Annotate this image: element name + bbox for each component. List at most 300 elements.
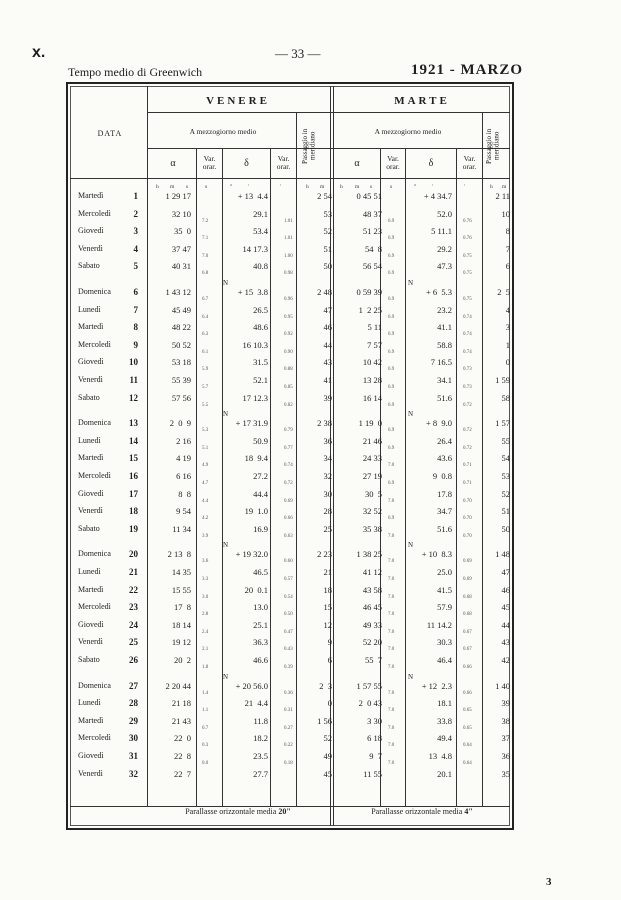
cell-vra: 48 22 <box>171 322 191 333</box>
table-row <box>70 433 510 449</box>
cell-num: 11 <box>129 375 138 385</box>
cell-mdec: 41.5 <box>437 584 452 595</box>
cell-vmer: 28 <box>323 506 332 517</box>
cell-vvra: 5.1 <box>202 445 209 451</box>
cell-vvdec: 0.69 <box>284 498 293 504</box>
cell-vmer: 47 <box>323 304 332 315</box>
cell-vvra: 5.3 <box>202 428 209 434</box>
unit-m: m <box>355 184 360 190</box>
cell-vvdec: 0.79 <box>284 428 293 434</box>
cell-vsign: N <box>223 410 229 419</box>
marte-parallax-value: 4" <box>464 807 473 816</box>
cell-mvra: 7.0 <box>388 761 395 766</box>
cell-vra: 22 8 <box>174 751 191 761</box>
cell-vvdec: 0.96 <box>284 297 293 302</box>
cell-vvdec: 1.01 <box>284 218 293 224</box>
cell-vmer: 21 <box>323 567 332 577</box>
cell-vsign: N <box>223 541 229 550</box>
cell-vra: 50 52 <box>171 339 191 350</box>
cell-vmer: 15 <box>323 602 332 613</box>
cell-vmer: 25 <box>323 523 332 534</box>
cell-num: 23 <box>129 602 138 613</box>
cell-mmer: 1 59 <box>495 375 510 385</box>
cell-vdec: 27.7 <box>253 768 268 779</box>
cell-vvra: 2.1 <box>202 647 209 653</box>
cell-vvdec: 0.90 <box>284 349 293 355</box>
cell-vra: 55 39 <box>171 375 191 385</box>
cell-mvra: 6.9 <box>388 314 395 320</box>
cell-vvdec: 0.88 <box>284 367 293 373</box>
cell-mmer: 51 <box>501 506 510 517</box>
cell-num: 19 <box>129 523 138 534</box>
cell-vvdec: 0.95 <box>284 314 293 320</box>
cell-num: 26 <box>129 655 138 665</box>
cell-mvdec: 0.67 <box>463 647 472 653</box>
cell-vra: 4 19 <box>176 453 191 464</box>
cell-vmer: 18 <box>323 584 332 595</box>
cell-vra: 21 43 <box>171 715 191 726</box>
cell-mvdec: 0.71 <box>463 463 472 469</box>
venere-meridian-header: Passaggio in meridiano <box>301 128 317 164</box>
cell-mvra: 6.9 <box>388 349 395 355</box>
venere-noon-header: A mezzogiorno medio <box>189 127 257 136</box>
cell-vmer: 45 <box>323 768 332 779</box>
cell-vmer: 32 <box>323 471 332 481</box>
cell-mmer: 1 48 <box>495 549 510 560</box>
cell-vvra: 1.4 <box>202 690 209 696</box>
cell-num: 1 <box>133 191 138 201</box>
cell-mmer: 39 <box>501 698 510 709</box>
table-row <box>70 337 510 353</box>
cell-vdec: 46.6 <box>253 655 268 665</box>
cell-mdec: 13 4.8 <box>428 751 452 761</box>
cell-vdec: + 13 4.4 <box>237 191 268 201</box>
cell-vmer: 30 <box>323 488 332 499</box>
cell-mra: 41 12 <box>362 567 382 577</box>
cell-mvra: 6.9 <box>388 428 395 434</box>
cell-vra: 1 43 12 <box>165 287 191 297</box>
cell-num: 32 <box>129 768 138 779</box>
venere-delta-header: δ <box>244 158 249 169</box>
cell-mmer: 54 <box>501 453 510 464</box>
cell-day: Mercoledì <box>78 602 111 612</box>
cell-mdec: 11 14.2 <box>426 619 452 630</box>
venere-var-ra-header: Var. orar. <box>202 154 217 172</box>
cell-vdec: 46.5 <box>253 567 268 577</box>
table-row <box>70 372 510 388</box>
cell-msign: N <box>408 672 414 681</box>
table-row <box>70 188 510 204</box>
cell-vvra: 0.7 <box>202 725 209 731</box>
cell-mvra: 7.0 <box>388 647 395 653</box>
cell-num: 8 <box>133 322 138 333</box>
table-row <box>70 319 510 338</box>
cell-mmer: 8 <box>505 226 510 237</box>
cell-mmer: 52 <box>501 488 510 499</box>
cell-vmer: 39 <box>323 392 332 403</box>
table-row <box>70 672 510 696</box>
cell-mvra: 6.9 <box>388 402 395 408</box>
cell-mvra: 6.9 <box>388 445 395 451</box>
marte-delta-header: δ <box>428 158 434 169</box>
cell-mra: 48 37 <box>362 208 382 219</box>
cell-mmer: 1 57 <box>495 418 510 429</box>
cell-day: Venerdì <box>78 375 103 384</box>
cell-vvra: 4.2 <box>202 516 209 522</box>
cell-num: 14 <box>129 435 138 446</box>
table-row <box>70 695 510 714</box>
cell-mdec: + 4 34.7 <box>423 191 452 201</box>
cell-vdec: 29.1 <box>253 208 268 219</box>
cell-day: Martedì <box>78 584 104 594</box>
cell-mvdec: 0.70 <box>463 533 472 539</box>
cell-vvdec: 1.01 <box>284 236 293 242</box>
cell-mmer: 58 <box>501 392 510 403</box>
unit-s: s <box>186 184 189 190</box>
marte-var-ra-header: Var. orar. <box>386 154 400 172</box>
cell-mvra: 6.9 <box>388 367 395 373</box>
cell-num: 28 <box>129 698 138 709</box>
table-row <box>70 241 510 257</box>
cell-mvdec: 0.76 <box>463 218 472 224</box>
cell-mdec: + 10 8.3 <box>421 549 452 560</box>
cell-vra: 53 18 <box>171 357 191 368</box>
cell-mra: 16 14 <box>362 392 382 403</box>
cell-vvdec: 0.27 <box>284 725 293 731</box>
cell-vra: 1 29 17 <box>165 191 191 201</box>
cell-mvra: 7.0 <box>388 533 395 539</box>
table-row <box>70 279 510 302</box>
unit-m: m <box>170 184 175 190</box>
cell-vdec: 16.9 <box>253 523 268 534</box>
cell-day: Martedì <box>78 453 104 463</box>
cell-vdec: 13.0 <box>253 602 268 613</box>
cell-vmer: 52 <box>323 226 332 237</box>
cell-mvdec: 0.69 <box>463 577 472 582</box>
cell-mra: 0 45 51 <box>356 191 382 201</box>
cell-mvdec: 0.72 <box>463 445 472 451</box>
cell-mvra: 7.0 <box>388 559 395 565</box>
cell-mdec: 25.0 <box>437 567 452 577</box>
cell-vvra: 7.0 <box>202 253 209 259</box>
cell-mvdec: 0.65 <box>463 708 472 714</box>
cell-vvra: 4.9 <box>202 463 209 469</box>
cell-mmer: 53 <box>501 471 510 481</box>
unit-min: ' <box>464 184 465 190</box>
cell-mvdec: 0.70 <box>463 516 472 522</box>
cell-num: 6 <box>133 287 138 297</box>
cell-num: 21 <box>129 567 138 577</box>
cell-num: 12 <box>129 392 138 403</box>
cell-vmer: 44 <box>323 339 332 350</box>
cell-mdec: 58.8 <box>437 339 452 350</box>
cell-mvdec: 0.66 <box>463 665 472 670</box>
cell-mvdec: 0.68 <box>463 612 472 618</box>
cell-num: 2 <box>133 208 138 219</box>
cell-mdec: 51.6 <box>437 392 452 403</box>
unit-min: ' <box>280 184 281 190</box>
cell-vvra: 7.1 <box>202 236 209 242</box>
cell-mdec: 34.7 <box>437 506 452 517</box>
cell-num: 13 <box>129 418 138 429</box>
cell-vdec: + 17 31.9 <box>235 418 268 429</box>
unit-deg: ° <box>230 184 233 190</box>
cell-mvra: 6.9 <box>388 516 395 522</box>
cell-mvra: 6.9 <box>388 297 395 302</box>
cell-vmer: 2 3 <box>319 680 332 691</box>
cell-vmer: 0 <box>327 698 332 709</box>
data-header: DATA <box>97 129 123 138</box>
cell-vmer: 2 48 <box>317 287 332 297</box>
cell-mdec: 30.3 <box>437 637 452 648</box>
cell-vra: 37 47 <box>171 243 191 254</box>
cell-mmer: 50 <box>501 523 510 534</box>
cell-vvra: 2.8 <box>202 612 209 618</box>
cell-mra: 51 23 <box>362 226 382 237</box>
cell-vra: 22 7 <box>174 768 191 779</box>
cell-mvdec: 0.71 <box>463 481 472 486</box>
cell-vmer: 2 54 <box>317 191 332 201</box>
cell-mvdec: 0.70 <box>463 498 472 504</box>
cell-mra: 13 28 <box>362 375 382 385</box>
cell-vra: 8 8 <box>178 488 191 499</box>
cell-vvdec: 0.92 <box>284 332 293 338</box>
unit-h: h <box>490 184 493 190</box>
cell-vvra: 5.7 <box>202 385 209 390</box>
cell-vra: 15 55 <box>171 584 191 595</box>
cell-vvra: 2.4 <box>202 629 209 635</box>
cell-mvra: 6.9 <box>388 332 395 338</box>
cell-mmer: 46 <box>501 584 510 595</box>
cell-num: 27 <box>129 680 138 691</box>
cell-mmer: 3 <box>505 322 510 333</box>
cell-vdec: + 20 56.0 <box>235 680 268 691</box>
cell-mvdec: 0.75 <box>463 253 472 259</box>
cell-num: 3 <box>133 226 138 237</box>
cell-vmer: 43 <box>323 357 332 368</box>
cell-mdec: 41.1 <box>437 322 452 333</box>
cell-vvdec: 0.36 <box>284 690 293 696</box>
marte-noon-header: A mezzogiorno medio <box>374 127 442 136</box>
cell-vvra: 6.4 <box>202 314 209 320</box>
cell-vdec: 18.2 <box>253 733 268 744</box>
cell-mvdec: 0.74 <box>463 314 472 320</box>
cell-vra: 57 56 <box>171 392 191 403</box>
cell-day: Mercoledì <box>78 208 111 218</box>
cell-mra: 6 18 <box>367 733 382 744</box>
cell-day: Domenica <box>78 418 111 428</box>
marte-var-dec-header: Var. orar. <box>462 154 477 172</box>
cell-day: Venerdì <box>78 637 103 647</box>
cell-mra: 24 33 <box>362 453 382 464</box>
unit-s: s <box>370 184 373 190</box>
cell-mra: 3 30 <box>367 715 382 726</box>
cell-mra: 30 5 <box>365 488 382 499</box>
cell-vvra: 6.3 <box>202 332 209 338</box>
cell-mra: 52 20 <box>362 637 382 648</box>
cell-mvdec: 0.73 <box>463 385 472 390</box>
page-title: 1921 - MARZO <box>411 62 523 78</box>
table-row <box>70 766 510 782</box>
cell-mvra: 6.9 <box>388 253 395 259</box>
cell-mdec: 34.1 <box>437 375 452 385</box>
marte-parallax-label: Parallasse orizzontale media <box>371 807 463 816</box>
cell-mmer: 1 <box>505 339 510 350</box>
cell-mdec: 51.6 <box>437 523 452 534</box>
cell-vvra: 3.3 <box>202 577 209 582</box>
cell-mvra: 7.0 <box>388 463 395 469</box>
cell-vvra: 5.9 <box>202 367 209 373</box>
cell-vvdec: 0.18 <box>284 761 293 766</box>
cell-vra: 6 16 <box>176 471 191 481</box>
cell-vvra: 3.6 <box>202 559 209 565</box>
cell-mvdec: 0.75 <box>463 297 472 302</box>
unit-m: m <box>502 184 507 190</box>
cell-mdec: 43.6 <box>437 453 452 464</box>
cell-vmer: 2 23 <box>317 549 332 560</box>
page-number: — 33 — <box>275 46 321 61</box>
venere-alpha-header: α <box>170 158 176 169</box>
table-row <box>70 617 510 633</box>
cell-vvdec: 0.82 <box>284 402 293 408</box>
cell-msign: N <box>408 410 414 419</box>
unit-m: m <box>320 184 325 190</box>
cell-vdec: 50.9 <box>253 435 268 446</box>
cell-vra: 32 10 <box>171 208 191 219</box>
cell-vra: 11 34 <box>172 523 191 534</box>
cell-vvdec: 0.31 <box>284 708 293 714</box>
cell-mra: 43 58 <box>362 584 382 595</box>
unit-h: h <box>340 184 343 190</box>
cell-mvra: 7.0 <box>388 577 395 582</box>
cell-day: Venerdì <box>78 506 103 516</box>
cell-vra: 2 16 <box>176 435 191 446</box>
cell-mra: 21 46 <box>362 435 382 446</box>
marte-parallax <box>332 807 512 816</box>
cell-mra: 1 2 25 <box>358 304 382 315</box>
cell-num: 10 <box>129 357 138 368</box>
cell-vmer: 1 56 <box>317 715 332 726</box>
cell-num: 31 <box>129 751 138 761</box>
cell-vdec: + 19 32.0 <box>235 549 268 560</box>
cell-day: Giovedì <box>78 357 104 367</box>
cell-mvra: 7.0 <box>388 725 395 731</box>
unit-s: s <box>390 184 393 190</box>
cell-vdec: 17 12.3 <box>242 392 268 403</box>
cell-vra: 35 0 <box>174 226 191 237</box>
cell-mra: 54 8 <box>365 243 382 254</box>
table-row <box>70 258 510 277</box>
cell-mvdec: 0.68 <box>463 594 472 600</box>
cell-num: 20 <box>129 549 138 560</box>
cell-vvdec: 0.22 <box>284 743 293 749</box>
table-row <box>70 541 510 565</box>
cell-mmer: 55 <box>501 435 510 446</box>
cell-num: 22 <box>129 584 138 595</box>
cell-vmer: 50 <box>323 261 332 272</box>
cell-day: Giovedì <box>78 226 104 236</box>
cell-vdec: 52.1 <box>253 375 268 385</box>
cell-mvra: 7.0 <box>388 708 395 714</box>
cell-vvra: 7.2 <box>202 218 209 224</box>
cell-vra: 45 49 <box>171 304 191 315</box>
cell-mvra: 7.0 <box>388 690 395 696</box>
cell-mra: 9 7 <box>369 751 382 761</box>
venere-parallax-value: 20" <box>278 807 291 816</box>
cell-vmer: 9 <box>327 637 332 648</box>
cell-vvra: 6.7 <box>202 297 209 302</box>
venere-header: VENERE <box>206 95 270 107</box>
cell-mvra: 6.9 <box>388 385 395 390</box>
cell-vdec: 20 0.1 <box>244 584 268 595</box>
cell-mdec: + 12 2.3 <box>421 680 452 691</box>
cell-vmer: 53 <box>323 208 332 219</box>
cell-mvdec: 0.64 <box>463 761 472 766</box>
header-rule-1 <box>147 112 510 113</box>
cell-vvdec: 0.98 <box>284 271 293 277</box>
cell-vdec: 48.6 <box>253 322 268 333</box>
cell-mmer: 45 <box>501 602 510 613</box>
cell-mdec: 29.2 <box>437 243 452 254</box>
cell-vmer: 46 <box>323 322 332 333</box>
cell-mmer: 2 5 <box>497 287 510 297</box>
cell-day: Giovedì <box>78 751 104 760</box>
unit-deg: ° <box>414 184 417 190</box>
cell-mvra: 7.0 <box>388 498 395 504</box>
cell-vdec: 19 1.0 <box>244 506 268 517</box>
cell-vmer: 6 <box>327 655 332 665</box>
table-row <box>70 468 510 484</box>
cell-mra: 56 54 <box>362 261 382 272</box>
cell-mra: 46 45 <box>362 602 382 613</box>
table-row <box>70 652 510 668</box>
cell-mvra: 7.0 <box>388 612 395 618</box>
cell-mvra: 6.9 <box>388 236 395 242</box>
cell-mdec: + 8 9.0 <box>425 418 452 429</box>
cell-vra: 2 20 44 <box>165 680 191 691</box>
table-row <box>70 634 510 653</box>
venere-var-dec-header: Var. orar. <box>276 154 291 172</box>
table-row <box>70 390 510 406</box>
cell-mdec: 52.0 <box>437 208 452 219</box>
cell-mvra: 7.0 <box>388 594 395 600</box>
cell-day: Domenica <box>78 680 111 690</box>
cell-mdec: 9 0.8 <box>432 471 452 481</box>
cell-mvra: 6.9 <box>388 218 395 224</box>
cell-num: 9 <box>133 339 138 350</box>
table-row <box>70 713 510 729</box>
marte-meridian-header: Passaggio in meridiano <box>485 128 501 164</box>
cell-mra: 27 19 <box>362 471 382 481</box>
cell-vra: 18 14 <box>171 619 191 630</box>
cell-day: Martedì <box>78 191 104 200</box>
unit-h: h <box>306 184 309 190</box>
marte-header: MARTE <box>394 95 450 107</box>
cell-mra: 11 55 <box>363 768 382 779</box>
cell-mdec: 57.9 <box>437 602 452 613</box>
cell-vvdec: 0.57 <box>284 577 293 582</box>
cell-day: Martedì <box>78 322 104 332</box>
table-row <box>70 730 510 749</box>
cell-vdec: 26.5 <box>253 304 268 315</box>
cell-num: 17 <box>129 488 138 499</box>
unit-h: h <box>156 184 159 190</box>
cell-vdec: 44.4 <box>253 488 268 499</box>
cell-num: 18 <box>129 506 138 517</box>
table-row <box>70 521 510 537</box>
table-row <box>70 748 510 764</box>
cell-mmer: 42 <box>501 655 510 665</box>
